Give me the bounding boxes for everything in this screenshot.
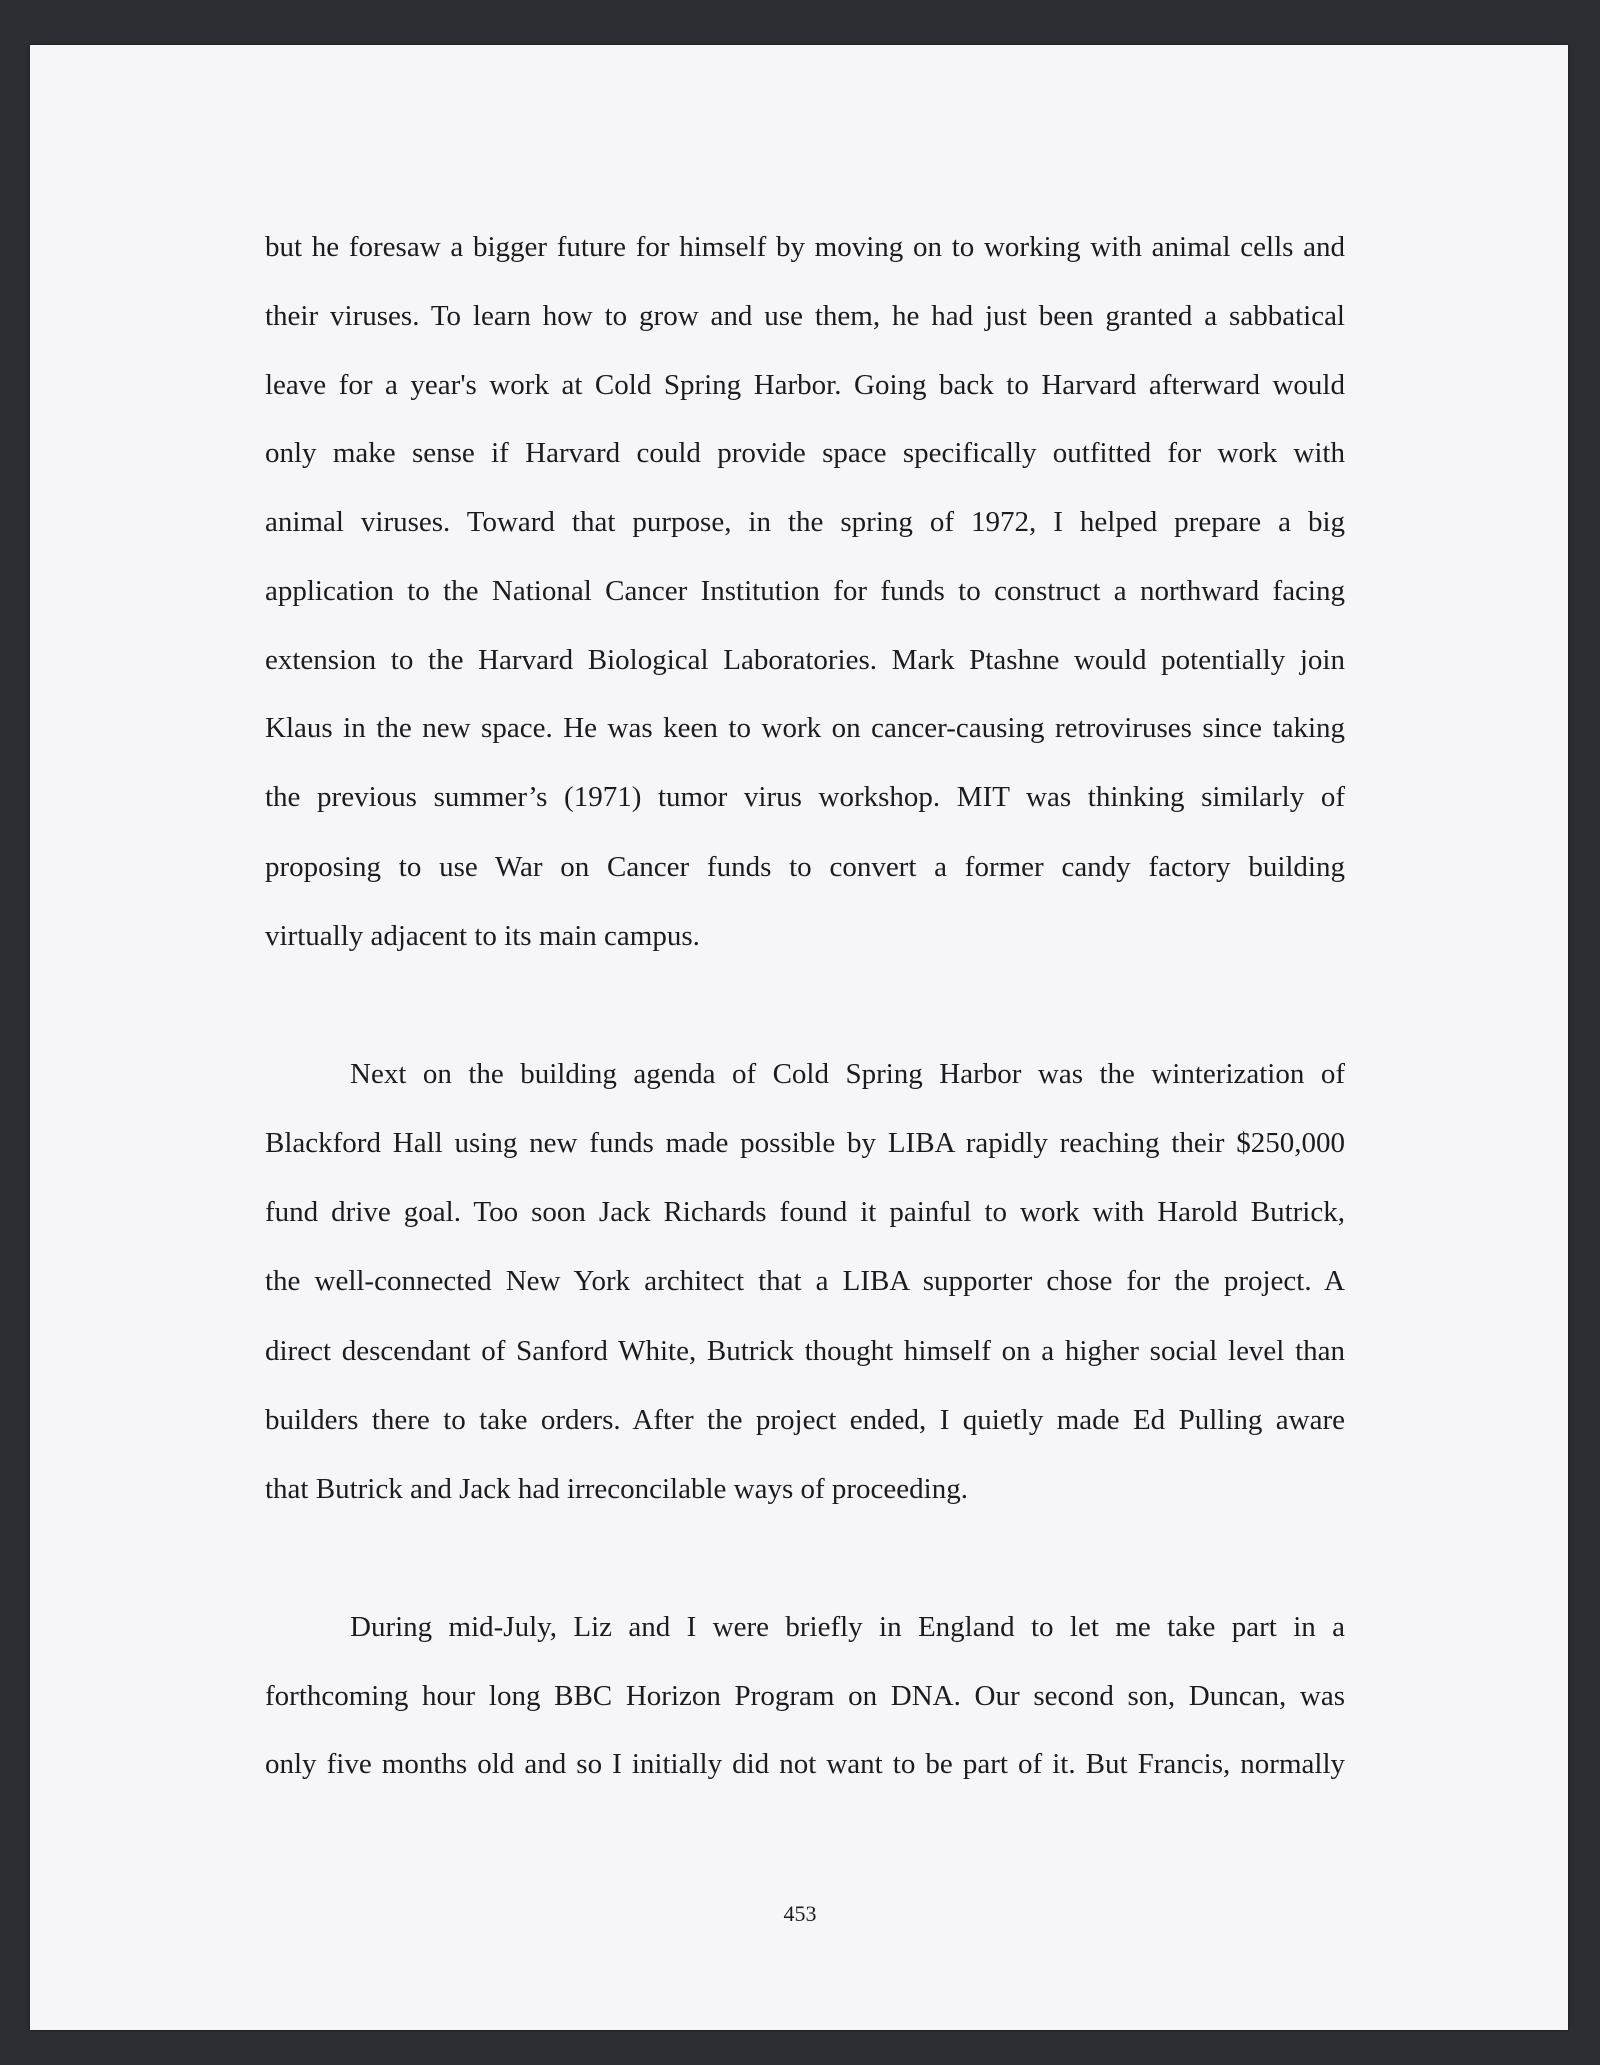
text-line: but he foresaw a bigger future for himself by moving on to working with animal cells and bbox=[265, 231, 1345, 263]
text-line: Next on the building agenda of Cold Spring Harbor was the winterization of bbox=[350, 1058, 1345, 1090]
text-line: Blackford Hall using new funds made possible by LIBA rapidly reaching their $250,000 bbox=[265, 1127, 1345, 1159]
text-line: proposing to use War on Cancer funds to convert a former candy factory building bbox=[265, 851, 1345, 883]
text-line: During mid-July, Liz and I were briefly in England to let me take part in a bbox=[350, 1611, 1345, 1643]
text-line: that Butrick and Jack had irreconcilable ways of proceeding. bbox=[265, 1473, 968, 1505]
text-line: fund drive goal. Too soon Jack Richards found it painful to work with Harold Butrick, bbox=[265, 1196, 1345, 1228]
text-line: direct descendant of Sanford White, Butrick thought himself on a higher social level than bbox=[265, 1335, 1345, 1367]
text-line: their viruses. To learn how to grow and use them, he had just been granted a sabbatical bbox=[265, 300, 1345, 332]
document-page bbox=[30, 45, 1568, 2030]
text-line: the well-connected New York architect that a LIBA supporter chose for the project. A bbox=[265, 1265, 1345, 1297]
text-line: application to the National Cancer Institution for funds to construct a northward facing bbox=[265, 575, 1345, 607]
text-line: animal viruses. Toward that purpose, in the spring of 1972, I helped prepare a big bbox=[265, 506, 1345, 538]
text-line: builders there to take orders. After the project ended, I quietly made Ed Pulling aware bbox=[265, 1404, 1345, 1436]
text-line: Klaus in the new space. He was keen to work on cancer-causing retroviruses since taking bbox=[265, 712, 1345, 744]
text-line: the previous summer’s (1971) tumor virus workshop. MIT was thinking similarly of bbox=[265, 781, 1345, 813]
text-line: leave for a year's work at Cold Spring Harbor. Going back to Harvard afterward would bbox=[265, 369, 1345, 401]
text-line: only five months old and so I initially did not want to be part of it. But Francis, normally bbox=[265, 1748, 1345, 1780]
text-line: only make sense if Harvard could provide space specifically outfitted for work with bbox=[265, 437, 1345, 469]
text-line: extension to the Harvard Biological Laboratories. Mark Ptashne would potentially join bbox=[265, 644, 1345, 676]
text-line: forthcoming hour long BBC Horizon Program on DNA. Our second son, Duncan, was bbox=[265, 1680, 1345, 1712]
text-line: virtually adjacent to its main campus. bbox=[265, 920, 700, 952]
page-number: 453 bbox=[783, 1901, 817, 1926]
